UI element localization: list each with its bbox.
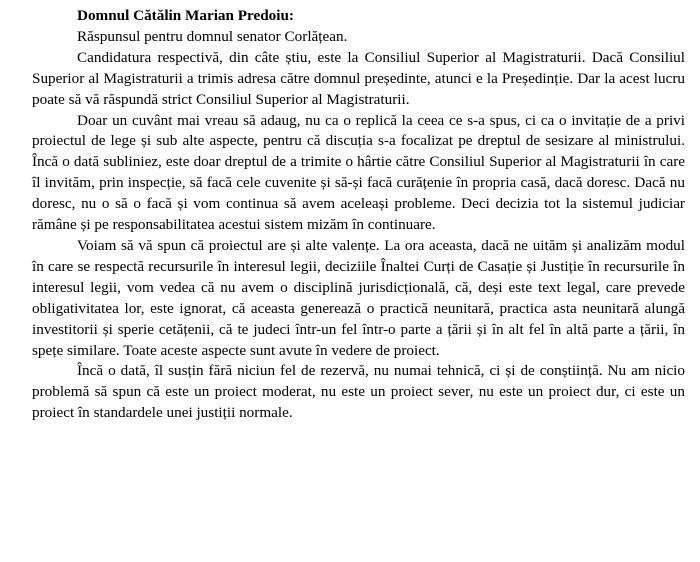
paragraph-candidacy: Candidatura respectivă, din câte știu, este la Consiliul Superior al Magistraturii. Dacă Consiliul Superior al Magistraturii a trimis adresa către domnul președinte, atunci e la Președinție. Dar la acest lucru poate să vă răspundă strict Consiliul Superior al Magistraturii. [32, 48, 685, 108]
paragraph-support: Încă o dată, îl susțin fără niciun fel de rezervă, nu numai tehnică, ci și de conștiință. Nu am nicio problemă să spun că este un proiect moderat, nu este un proiect sever, nu este un proiect dur, ci este un proiect în standardele unei justiții normale. [32, 362, 685, 422]
paragraph-reply-intro: Răspunsul pentru domnul senator Corlățean. [77, 27, 348, 45]
speaker-name: Domnul Cătălin Marian Predoiu: [77, 7, 294, 24]
paragraph-invitation: Doar un cuvânt mai vreau să adaug, nu ca o replică la ceea ce s-a spus, ci ca o invitație de a privi proiectul de lege și sub alte aspecte, pentru că discuția s-a focalizat pe dreptul de sesizare al ministrului. Încă o dată subliniez, este doar dreptul de a trimite o hârtie către Consiliul Superior al Magistraturii în care îl invităm, prin inspecție, să facă cele cuvenite și să-și facă curățenie în propria casă, dacă doresc. Dacă nu doresc, nu o să o facă și vom continua să avem aceleași probleme. Deci decizia tot la sistemul judiciar rămâne și pe responsabilitatea acestui sistem mizăm în continuare. [32, 111, 685, 234]
paragraph-valences: Voiam să vă spun că proiectul are și alte valențe. La ora aceasta, dacă ne uităm și analizăm modul în care se respectă recursurile în interesul legii, deciziile Înaltei Curți de Casație și Justiție în recursurile în interesul legii, vom vedea că nu avem o disciplină jurisdicțională, că, deși este text legal, care prevede obligativitatea lor, este ignorat, că aceasta generează o practică neunitară, practica asta neunitară alungă investitorii și sperie cetățenii, că te judeci într-un fel într-o parte a țării și în alt fel în altă parte a țării, în spețe similare. Toate aceste aspecte sunt avute în vedere de proiect. [32, 236, 685, 359]
